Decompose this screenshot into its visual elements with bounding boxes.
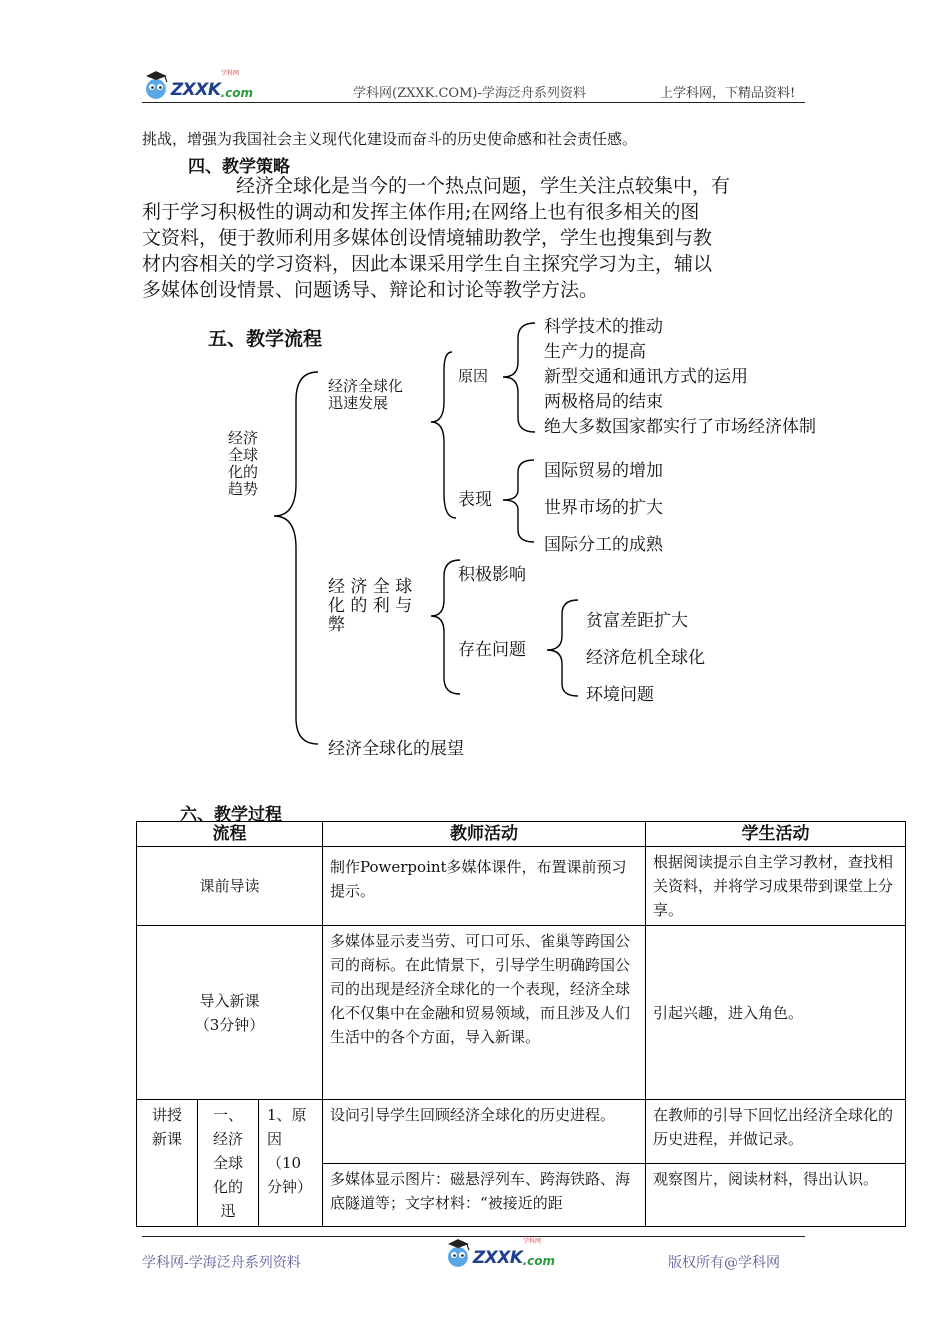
footer-right: 版权所有@学科网 <box>668 1255 780 1271</box>
brace-branch1 <box>431 352 456 518</box>
header-teacher: 教师活动 <box>323 822 646 847</box>
footer-logo <box>445 1238 555 1268</box>
branch2-label-line: 经 济 全 球 <box>328 577 413 597</box>
table-row <box>137 1100 906 1164</box>
lecture-col3: 1、原因（10分钟） <box>259 1100 323 1227</box>
branch2-label-line: 弊 <box>328 615 345 635</box>
footer-rule <box>142 1236 805 1237</box>
cause-item: 绝大多数国家都实行了市场经济体制 <box>544 417 816 437</box>
branch3-label: 经济全球化的展望 <box>328 739 464 759</box>
table-row <box>137 847 906 926</box>
section4-line: 经济全球化是当今的一个热点问题，学生关注点较集中，有 <box>236 175 731 197</box>
logo-suffix: .com <box>522 1254 555 1268</box>
lecture-student-1: 在教师的引导下回忆出经济全球化的历史进程，并做记录。 <box>646 1100 906 1164</box>
section4-line: 文资料，便于教师利用多媒体创设情境辅助教学，学生也搜集到与教 <box>142 227 713 249</box>
row-flow: 课前导读 <box>137 847 323 926</box>
root-line: 全球 <box>228 446 259 464</box>
cause-item: 两极格局的结束 <box>544 392 663 412</box>
show-label: 表现 <box>458 490 492 510</box>
section4-line: 利于学习积极性的调动和发挥主体作用;在网络上也有很多相关的图 <box>142 201 700 223</box>
branch2-label-line: 化 的 利 与 <box>328 596 413 616</box>
row-flow-title: 导入新课 <box>199 991 260 1010</box>
problem-item: 贫富差距扩大 <box>586 611 688 631</box>
section5-title: 五、教学流程 <box>208 328 323 350</box>
process-table <box>136 821 906 1227</box>
section4-line: 材内容相关的学习资料，因此本课采用学生自主探究学习为主，辅以 <box>142 253 713 275</box>
table-header-row <box>137 822 906 847</box>
row-student: 根据阅读提示自主学习教材，查找相关资料，并将学习成果带到课堂上分享。 <box>646 847 906 926</box>
section4-line: 多媒体创设情景、问题诱导、辩论和讨论等教学方法。 <box>142 279 599 301</box>
logo-tag: 学科网 <box>221 70 240 77</box>
brace-causes <box>503 323 535 432</box>
section4-title: 四、教学策略 <box>188 157 290 177</box>
logo-text: ZXXK <box>472 1248 523 1268</box>
intro-line: 挑战，增强为我国社会主义现代化建设而奋斗的历史使命感和社会责任感。 <box>142 130 638 148</box>
header-center: 学科网(ZXXK.COM)-学海泛舟系列资料 <box>353 86 586 101</box>
logo-tag: 学科网 <box>523 1238 542 1245</box>
header-flow: 流程 <box>137 822 323 847</box>
cause-item: 新型交通和通讯方式的运用 <box>544 367 748 387</box>
branch1-label-line: 经济全球化 <box>328 377 404 395</box>
cause-list <box>544 315 816 440</box>
row-flow <box>137 926 323 1100</box>
problem-item: 经济危机全球化 <box>586 648 705 668</box>
cause-item: 科学技术的推动 <box>544 317 663 337</box>
positive-effect: 积极影响 <box>458 565 526 585</box>
problem-label: 存在问题 <box>458 640 526 660</box>
header-right: 上学科网，下精品资料! <box>660 86 796 101</box>
cause-label: 原因 <box>458 367 489 385</box>
logo-suffix: .com <box>220 86 253 100</box>
show-item: 国际分工的成熟 <box>544 535 663 555</box>
brace-problems <box>547 600 578 696</box>
branch2-label <box>328 578 412 635</box>
lecture-col1: 讲授新课 <box>137 1100 198 1227</box>
table-row <box>137 926 906 1100</box>
row-flow-duration: （3分钟） <box>194 1015 265 1034</box>
footer-left: 学科网-学海泛舟系列资料 <box>142 1255 301 1271</box>
header-student: 学生活动 <box>646 822 906 847</box>
problem-item: 环境问题 <box>586 685 654 705</box>
row-student: 引起兴趣，进入角色。 <box>646 926 906 1100</box>
brace-branch2 <box>431 560 460 694</box>
section6-title: 六、教学过程 <box>180 805 282 825</box>
root-line: 趋势 <box>228 480 259 498</box>
lecture-teacher-1: 设问引导学生回顾经济全球化的历史进程。 <box>323 1100 646 1164</box>
lecture-col2: 一、经济全球化的迅 <box>198 1100 259 1227</box>
row-teacher: 多媒体显示麦当劳、可口可乐、雀巢等跨国公司的商标。在此情景下，引导学生明确跨国公司的出现是经济全球化的一个表现，经济全球化不仅集中在金融和贸易领域，而且涉及人们生活中的各个方面，导入新课。 <box>323 926 646 1100</box>
brace-main <box>274 372 318 744</box>
root-line: 化的 <box>228 463 259 481</box>
show-item: 世界市场的扩大 <box>544 498 663 518</box>
mindmap-root <box>228 430 264 498</box>
show-list <box>544 453 663 564</box>
cause-item: 生产力的提高 <box>544 342 646 362</box>
lecture-teacher-2: 多媒体显示图片：磁悬浮列车、跨海铁路、海底隧道等；文字材料：“被接近的距 <box>323 1163 646 1227</box>
lecture-student-2: 观察图片，阅读材料，得出认识。 <box>646 1163 906 1227</box>
show-item: 国际贸易的增加 <box>544 461 663 481</box>
problem-list <box>586 603 705 714</box>
root-line: 经济 <box>228 429 259 447</box>
mascot-icon <box>445 1238 473 1268</box>
logo-text: ZXXK <box>170 80 221 100</box>
row-teacher: 制作Powerpoint多媒体课件，布置课前预习提示。 <box>323 847 646 926</box>
branch1-label-line: 迅速发展 <box>328 394 389 412</box>
brace-shows <box>503 460 534 542</box>
branch1-label <box>328 378 403 412</box>
